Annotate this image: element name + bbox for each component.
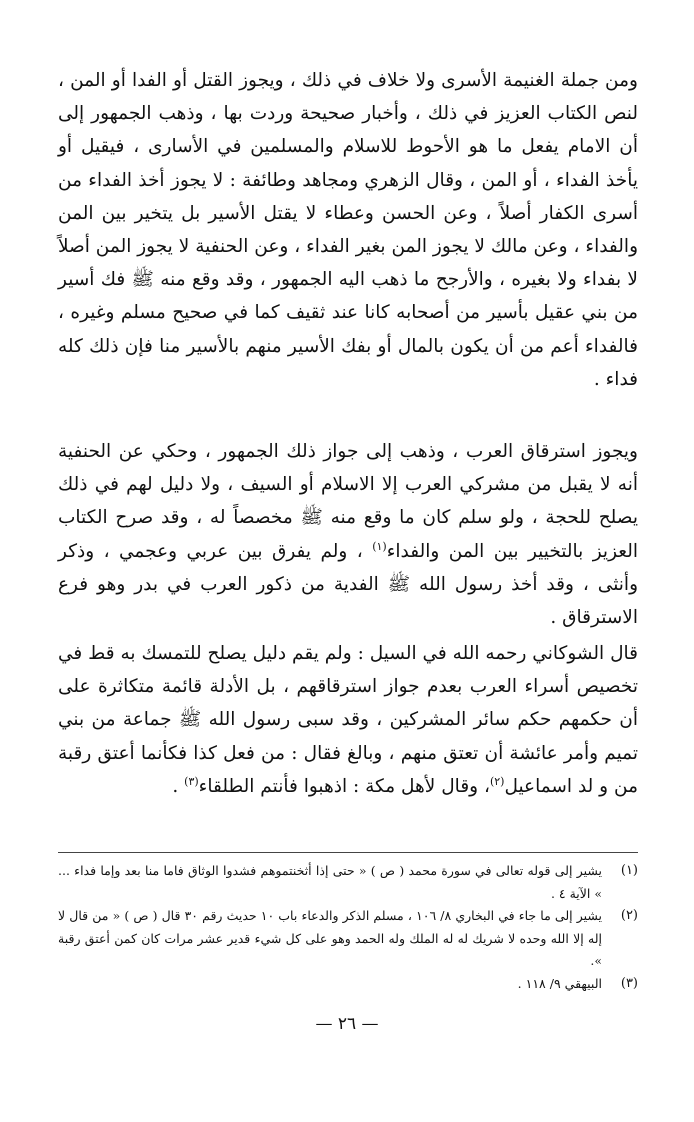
footnotes-section	[58, 860, 638, 995]
footnote-ref-2: (٢)	[489, 774, 505, 788]
paragraph-shawkani-quote	[58, 637, 638, 803]
paragraph-shawkani-end: .	[172, 775, 185, 797]
footnote-ref-3: (٣)	[184, 774, 199, 788]
footnote-number: (٣)	[620, 975, 638, 991]
footnote-text: يشير إلى قوله تعالى في سورة محمد ( ص ) « حتى إذا أثخنتموهم فشدوا الوثاق فاما منا بعد وإما فداء ... » الآية ٤ .	[58, 863, 602, 901]
paragraph-captives: ومن جملة الغنيمة الأسرى ولا خلاف في ذلك ، ويجوز القتل أو الفدا أو المن ، لنص الكتاب العزيز في ذلك ، وأخبار صحيحة وردت بها ، وذهب الجمهور إلى أن الامام يفعل ما هو الأحوط للاسلام والمسلمين في الأسارى ، فيقيل أو يأخذ الفداء ، أو المن ، وقال الزهري ومجاهد وطائفة : لا يجوز أخذ الفداء من أسرى الكفار أصلاً ، وعن الحسن وعطاء لا يقتل الأسير بل يتخير بين المن والفداء ، وعن مالك لا يجوز المن بغير الفداء ، وعن الحنفية لا يجوز المن أصلاً لا بفداء ولا بغيره ، والأرجح ما ذهب اليه الجمهور ، وقد وقع منه ﷺ فك أسير من بني عقيل بأسير من أصحابه كانا عند ثقيف كما في صحيح مسلم وغيره ، فالفداء أعم من أن يكون بالمال أو بفك الأسير منهم بالأسير منا فإن ذلك كله فداء .	[58, 70, 638, 390]
footnote-text: البيهقي ٩/ ١١٨ .	[517, 975, 602, 991]
footnote-3	[58, 973, 638, 996]
page-number: — ٢٦ —	[315, 1014, 379, 1034]
paragraph-shawkani-part1: قال الشوكاني رحمه الله في السيل : ولم يقم دليل يصلح للتمسك به قط في تخصيص أسراء العرب بعدم جواز استرقاقهم ، بل الأدلة قائمة متكاثرة على أن حكمهم حكم سائر المشركين ، وقد سبى رسول الله ﷺ جماعة من بني تميم وأمر عائشة أن تعتق منهم ، وبالغ فقال : من فعل كذا فكأنما أعتق رقبة من و لد اسماعيل	[58, 643, 638, 797]
footnote-number: (٢)	[620, 908, 638, 923]
footnote-ref-1: (١)	[372, 539, 387, 553]
footnote-separator	[58, 852, 638, 853]
paragraph-enslaving-arabs	[58, 435, 638, 634]
footnote-text: يشير إلى ما جاء في البخاري ٨/ ١٠٦ ، مسلم الذكر والدعاء باب ١٠ حديث رقم ٣٠ قال ( ص ) « من قال لا إله إلا الله وحده لا شريك له له الملك وله الحمد وهو على كل شيء قدير عشر مرات كان كمن أعتق رقبة ».	[58, 908, 603, 968]
paragraph-enslaving-arabs-part2: ، ولم يفرق بين عربي وعجمي ، وذكر وأنثى ، وقد أخذ رسول الله ﷺ الفدية من ذكور العرب في بدر وهو فرع الاسترقاق .	[58, 540, 638, 629]
footnote-1	[58, 860, 638, 905]
footnote-number: (١)	[620, 863, 638, 878]
paragraph-shawkani-part2: ، وقال لأهل مكة : اذهبوا فأنتم الطلقاء	[198, 775, 490, 797]
paragraph-enslaving-arabs-part1: ويجوز استرقاق العرب ، وذهب إلى جواز ذلك الجمهور ، وحكي عن الحنفية أنه لا يقبل من مشركي العرب إلا الاسلام أو السيف ، ولا دليل لهم في ذلك يصلح للحجة ، ولو سلم كان ما وقع منه ﷺ مخصصاً له ، وقد صرح الكتاب العزيز بالتخيير بين المن والفداء	[58, 441, 638, 562]
footnote-2	[58, 905, 638, 973]
